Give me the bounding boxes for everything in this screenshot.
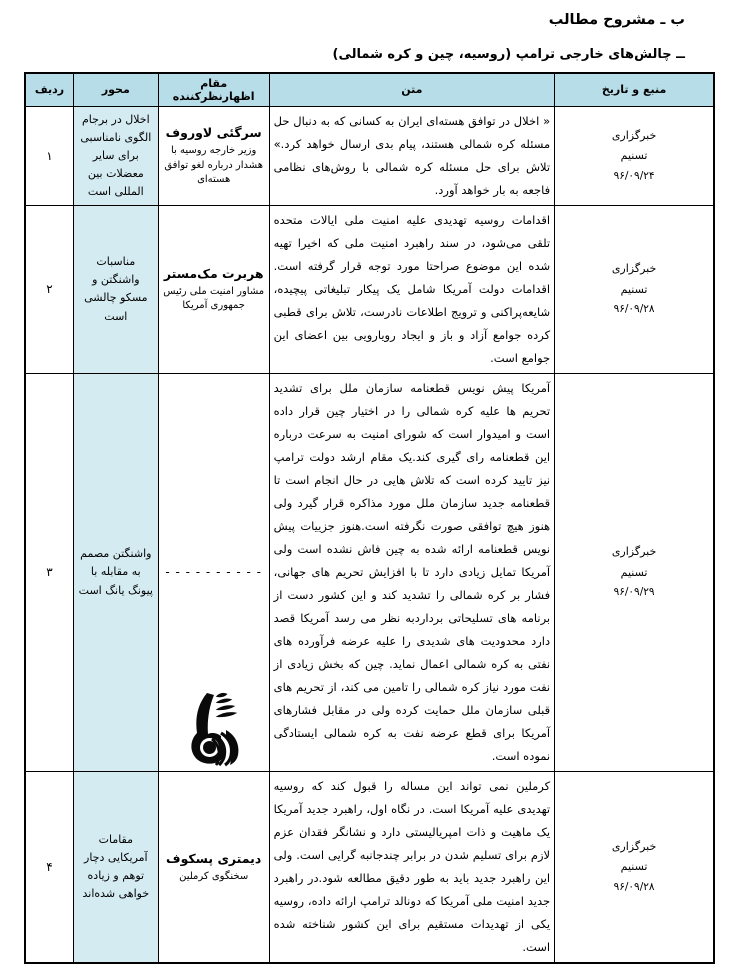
- source-agency-line2: تسنیم: [620, 282, 648, 296]
- cell-topic: اخلال در برجام الگوی نامناسبی برای سایر معضلات بین المللی است: [73, 106, 158, 205]
- source-date: ۹۶/۰۹/۲۴: [613, 169, 655, 182]
- cell-topic: واشنگتن مصمم به مقابله با پیونگ یانگ است: [73, 373, 158, 771]
- cell-official: [158, 373, 269, 771]
- source-agency-line2: تسنیم: [620, 565, 648, 579]
- cell-row-number: ۲: [25, 205, 73, 373]
- source-date: ۹۶/۰۹/۲۸: [613, 303, 655, 316]
- source-agency-line1: خبرگزاری: [611, 839, 657, 853]
- table-row: [25, 373, 714, 771]
- table-row: [25, 205, 714, 373]
- official-placeholder-dash: - - - - - - - - - -: [165, 565, 262, 580]
- table-row: [25, 106, 714, 205]
- source-agency-line1: خبرگزاری: [611, 545, 657, 559]
- table-body: [25, 106, 714, 963]
- official-role: وزیر خارجه روسیه با هشدار درباره لغو توافق هسته‌ای: [164, 145, 263, 186]
- section-title: ــ چالش‌های خارجی ترامپ (روسیه، چین و کره شمالی): [332, 47, 685, 63]
- cell-statement-text: « اخلال در توافق هسته‌ای ایران به کسانی که به دنبال حل مسئله کره شمالی هستند، پیام بدی ارسال خواهد کرد.» تلاش برای حل مسئله کره شمالی با روش‌های نظامی فاجعه به بار خواهد آورد.: [269, 106, 554, 205]
- column-header-source-date: منبع و تاریخ: [555, 73, 714, 107]
- source-date: ۹۶/۰۹/۲۸: [613, 880, 655, 893]
- source-date: ۹۶/۰۹/۲۹: [613, 586, 655, 599]
- official-role: سخنگوی کرملین: [179, 870, 249, 882]
- table-container: [0, 72, 741, 964]
- source-agency-line1: خبرگزاری: [611, 262, 657, 276]
- cell-official: [158, 771, 269, 963]
- cell-row-number: ۱: [25, 106, 73, 205]
- official-name: سرگئی لاوروف: [165, 125, 262, 141]
- page-title: ب ـ مشروح مطالب: [548, 12, 685, 28]
- cell-topic: مقامات آمریکایی دچار توهم و زیاده خواهی شده‌اند: [73, 771, 158, 963]
- column-header-official: مقام اظهارنظرکننده: [158, 73, 269, 107]
- institute-logo-watermark-icon: [183, 689, 245, 767]
- cell-source-date: [555, 205, 714, 373]
- official-name: دیمتری پسکوف: [166, 850, 262, 866]
- statements-table: [24, 72, 715, 964]
- official-name: هربرت مک‌مستر: [163, 266, 264, 282]
- cell-source-date: [555, 373, 714, 771]
- cell-source-date: [555, 106, 714, 205]
- column-header-text: متن: [269, 73, 554, 107]
- cell-row-number: ۳: [25, 373, 73, 771]
- cell-statement-text: آمریکا پیش نویس قطعنامه سازمان ملل برای تشدید تحریم ها علیه کره شمالی را در اختیار چین قرار داده است و امیدوار است که شورای امنیت به سرعت درباره این قطعنامه رای گیری کند.یک مقام ارشد دولت ترامپ نیز تایید کرده است که تلاش هایی در حال انجام است تا قطعنامه جدید سازمان ملل مورد مذاکره قرار گیرد ولی هنوز هیچ توافقی صورت نگرفته است.هنوز جزییات پیش نویس قطعنامه ارائه شده به چین فاش نشده است ولی آمریکا تمایل زیادی دارد تا با افزایش تحریم های جهانی، فشار بر کره شمالی را تشدید کند و این کشور دست از برنامه های تسلیحاتی برداردبه نظر می رسد آمریکا قصد دارد محدودیت های شدیدی را علیه عرضه فرآورده های نفتی به کره شمالی اعمال نماید. چین که بخش زیادی از نفت مورد نیاز کره شمالی را تامین می کند، از تحریم های قبلی سازمان ملل حمایت کرده ولی در مقابل فشارهای آمریکا برای قطع عرضه نفت به کره شمالی ایستادگی نموده است.: [269, 373, 554, 771]
- cell-topic: مناسبات واشنگتن و مسکو چالشی است: [73, 205, 158, 373]
- source-agency-line1: خبرگزاری: [611, 128, 657, 142]
- cell-official: [158, 106, 269, 205]
- cell-source-date: [555, 771, 714, 963]
- cell-row-number: ۴: [25, 771, 73, 963]
- cell-statement-text: اقدامات روسیه تهدیدی علیه امنیت ملی ایالات متحده تلقی می‌شود، در سند راهبرد امنیت ملی که اخیرا تهیه شده این موضوع صراحتا مورد توجه قرار گرفته است. اقدامات دولت آمریکا شامل یک پیکار تبلیغاتی پیچیده، شایعه‌پراکنی و ترویج اطلاعات نادرست، تلاش برای قطبی کرده جوامع آزاد و باز و ایجاد رویارویی بین اعضای این جوامع است.: [269, 205, 554, 373]
- source-agency-line2: تسنیم: [620, 149, 648, 163]
- column-header-row-number: ردیف: [25, 73, 73, 107]
- table-row: [25, 771, 714, 963]
- cell-official: [158, 205, 269, 373]
- table-header-row: [25, 73, 714, 107]
- source-agency-line2: تسنیم: [620, 860, 648, 874]
- official-role: مشاور امنیت ملی رئیس جمهوری آمریکا: [163, 285, 265, 312]
- doc-title-row: [0, 12, 713, 29]
- cell-statement-text: کرملین نمی تواند این مساله را قبول کند که روسیه تهدیدی علیه آمریکا است. در نگاه اول، راهبرد جدید آمریکا یک ماهیت و ذات امپریالیستی دارد و نشانگر فقدان عزم لازم برای تسلیم شدن در برابر چندجانبه گرایی است. ولی این راهبرد جدید باید به طور دقیق مطالعه شود.در راهبرد جدید امنیت ملی آمریکا که دونالد ترامپ ارائه داده، روسیه یکی از تهدیدات مستقیم برای این کشور شناخته شده است.: [269, 771, 554, 963]
- table-header: [25, 73, 714, 107]
- headings-block: [0, 0, 741, 63]
- column-header-topic: محور: [73, 73, 158, 107]
